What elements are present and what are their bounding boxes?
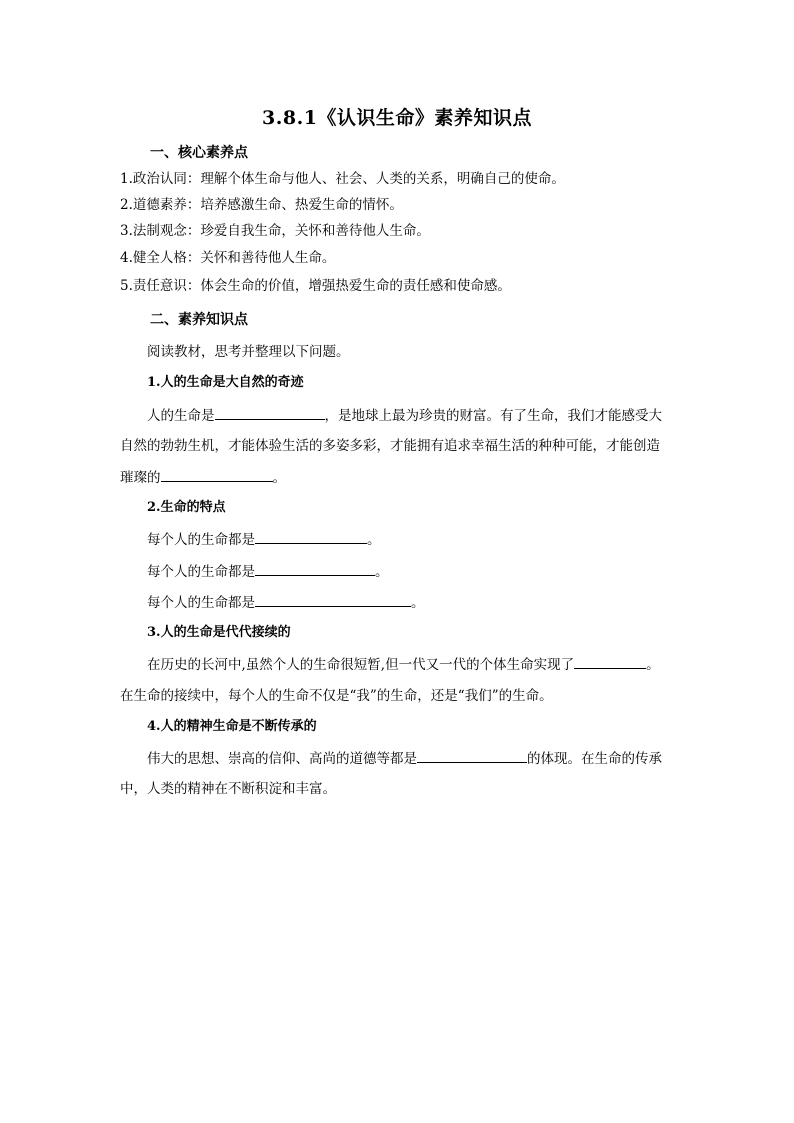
fill-blank[interactable] [161, 467, 273, 482]
text-segment: 的体现。在生命的传承 [527, 751, 662, 767]
section-heading-knowledge-points: 二、素养知识点 [150, 312, 248, 328]
section-heading-core-literacy: 一、核心素养点 [150, 145, 248, 161]
text-segment: 。 [411, 595, 425, 611]
text-segment: 每个人的生命都是 [147, 532, 255, 548]
question-heading-2: 2.生命的特点 [147, 500, 226, 515]
fill-blank[interactable] [255, 592, 411, 607]
text-segment: 每个人的生命都是 [147, 564, 255, 580]
list-item: 3.法制观念：珍爱自我生命，关怀和善待他人生命。 [120, 223, 430, 239]
question-heading-4: 4.人的精神生命是不断传承的 [147, 719, 317, 734]
text-segment: 在历史的长河中,虽然个人的生命很短暂,但一代又一代的个体生命实现了 [147, 657, 575, 673]
paragraph-line [147, 748, 662, 769]
fill-blank[interactable] [574, 654, 646, 669]
list-item: 1.政治认同：理解个体生命与他人、社会、人类的关系，明确自己的使命。 [120, 171, 565, 187]
text-segment: 。 [375, 564, 389, 580]
paragraph-line [147, 561, 389, 582]
text-segment: ，是地球上最为珍贵的财富。有了生命，我们才能感受大 [324, 408, 662, 424]
fill-blank[interactable] [215, 405, 325, 420]
text-segment: 。 [646, 657, 660, 673]
question-heading-3: 3.人的生命是代代接续的 [147, 625, 291, 640]
paragraph-line [120, 467, 286, 488]
fill-blank[interactable] [255, 561, 375, 576]
list-item: 4.健全人格：关怀和善待他人生命。 [120, 250, 336, 266]
text-segment: 伟大的思想、崇高的信仰、高尚的道德等都是 [147, 751, 417, 767]
list-item: 5.责任意识：体会生命的价值，增强热爱生命的责任感和使命感。 [120, 278, 511, 294]
paragraph-line [147, 529, 381, 550]
question-heading-1: 1.人的生命是大自然的奇迹 [147, 375, 304, 390]
list-item: 2.道德素养：培养感激生命、热爱生命的情怀。 [120, 197, 403, 213]
page-title: 3.8.1《认识生命》素养知识点 [262, 107, 532, 129]
intro-text: 阅读教材，思考并整理以下问题。 [147, 344, 350, 360]
text-segment: 每个人的生命都是 [147, 595, 255, 611]
text-segment: 璀璨的 [120, 470, 161, 486]
text-segment: 。 [272, 470, 286, 486]
paragraph-line [147, 654, 660, 675]
paragraph-line: 在生命的接续中，每个人的生命不仅是“我”的生命，还是“我们”的生命。 [120, 688, 553, 704]
text-segment: 人的生命是 [147, 408, 215, 424]
paragraph-line [147, 592, 425, 613]
fill-blank[interactable] [255, 529, 367, 544]
paragraph-line: 中，人类的精神在不断积淀和丰富。 [120, 781, 336, 797]
paragraph-line [147, 405, 662, 426]
fill-blank[interactable] [417, 748, 527, 763]
paragraph-line: 自然的勃勃生机，才能体验生活的多姿多彩，才能拥有追求幸福生活的种种可能，才能创造 [120, 438, 660, 454]
text-segment: 。 [367, 532, 381, 548]
